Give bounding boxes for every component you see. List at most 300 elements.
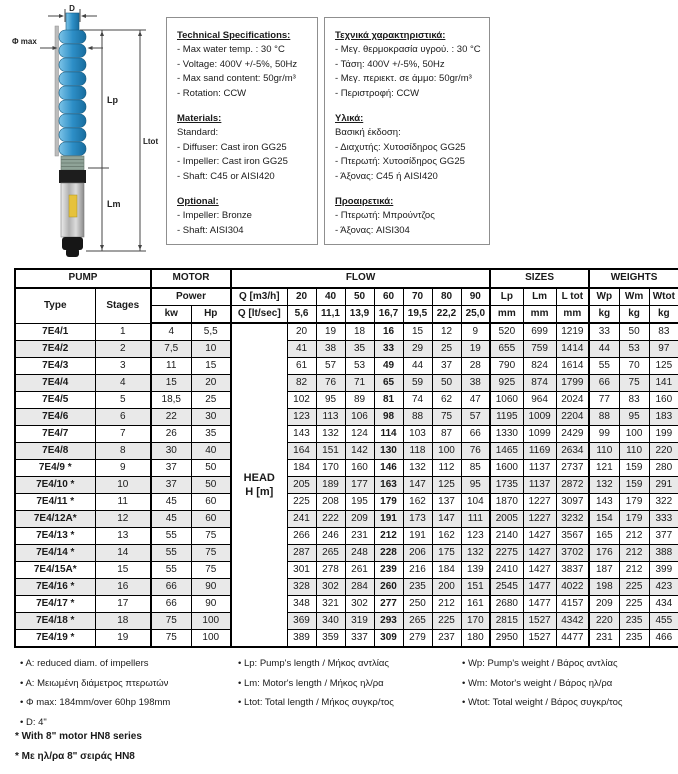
wp-cell: 55 [589, 358, 619, 375]
hp-cell: 40 [191, 443, 231, 460]
head-value-cell: 206 [403, 545, 432, 562]
legend-note: • A: reduced diam. of impellers [20, 658, 238, 669]
spec-line: - Impeller: Bronze [177, 210, 252, 221]
legend-column-lengths [238, 658, 462, 736]
spec-line: - Διαχυτής: Χυτοσίδηρος GG25 [335, 141, 466, 153]
head-value-cell: 216 [403, 562, 432, 579]
spec-line: - Max water temp. : 30 °C [177, 44, 285, 55]
flow-header: 20 [287, 288, 316, 306]
spec-line: - Shaft: AISI304 [177, 224, 244, 236]
pump-type-cell: 7E4/4 [15, 375, 95, 392]
flow-unit: 11,1 [316, 306, 345, 324]
motor-coupling [59, 170, 86, 183]
hp-cell: 90 [191, 579, 231, 596]
dimension-label-lm: Lm [107, 199, 121, 209]
wtot-cell: 388 [649, 545, 678, 562]
hp-cell: 90 [191, 596, 231, 613]
lm-cell: 824 [523, 358, 556, 375]
head-value-cell: 321 [316, 596, 345, 613]
wp-cell: 154 [589, 511, 619, 528]
table-row [15, 392, 678, 409]
head-value-cell: 160 [345, 460, 374, 477]
head-value-cell: 260 [374, 579, 403, 596]
hp-cell: 35 [191, 426, 231, 443]
stages-cell: 18 [95, 613, 151, 630]
head-value-cell: 147 [432, 511, 461, 528]
wtot-cell: 199 [649, 426, 678, 443]
head-value-cell: 237 [432, 630, 461, 648]
hp-cell: 75 [191, 528, 231, 545]
head-value-cell: 98 [374, 409, 403, 426]
head-value-cell: 81 [374, 392, 403, 409]
head-value-cell: 261 [345, 562, 374, 579]
motor-bottom-cap [62, 237, 83, 257]
hp-cell: 60 [191, 494, 231, 511]
stages-cell: 15 [95, 562, 151, 579]
legend-note: • Ltot: Total length / Μήκος συγκρ/τος [238, 697, 462, 708]
head-value-cell: 293 [374, 613, 403, 630]
spec-section-title: Υλικά: [335, 113, 364, 124]
pump-type-cell: 7E4/12A* [15, 511, 95, 528]
pump-type-cell: 7E4/2 [15, 341, 95, 358]
head-value-cell: 137 [432, 494, 461, 511]
head-value-cell: 19 [461, 341, 490, 358]
table-row [15, 477, 678, 494]
head-value-cell: 41 [287, 341, 316, 358]
flow-header: 60 [374, 288, 403, 306]
wtot-cell: 280 [649, 460, 678, 477]
table-row [15, 613, 678, 630]
hp-cell: 5,5 [191, 323, 231, 341]
section-header-pump: PUMP [15, 269, 151, 288]
legend-column-abbrev [20, 658, 238, 736]
head-value-cell: 76 [316, 375, 345, 392]
kw-cell: 37 [151, 460, 191, 477]
spec-line: - Μεγ. θερμοκρασία υγρού. : 30 °C [335, 44, 481, 55]
legend-note: • Φ max: 184mm/over 60hp 198mm [20, 697, 238, 708]
ltot-cell: 4157 [556, 596, 589, 613]
lp-cell: 2410 [490, 562, 523, 579]
table-row [15, 494, 678, 511]
unit-header-kg: kg [589, 306, 619, 324]
head-value-cell: 74 [403, 392, 432, 409]
column-header-wtot: Wtot [649, 288, 678, 306]
lp-cell: 790 [490, 358, 523, 375]
head-value-cell: 301 [287, 562, 316, 579]
pump-discharge [66, 13, 79, 31]
spec-line: - Rotation: CCW [177, 87, 247, 99]
head-value-cell: 302 [345, 596, 374, 613]
lm-cell: 874 [523, 375, 556, 392]
spec-line: Standard: [177, 127, 219, 138]
spec-section-title: Optional: [177, 196, 219, 207]
hp-cell: 60 [191, 511, 231, 528]
unit-header-mm: mm [523, 306, 556, 324]
wp-cell: 198 [589, 579, 619, 596]
wm-cell: 75 [619, 375, 649, 392]
ltot-cell: 2872 [556, 477, 589, 494]
lm-cell: 964 [523, 392, 556, 409]
head-value-cell: 241 [287, 511, 316, 528]
lm-cell: 1527 [523, 630, 556, 648]
stages-cell: 10 [95, 477, 151, 494]
head-value-cell: 35 [345, 341, 374, 358]
head-value-cell: 319 [345, 613, 374, 630]
column-header-wm: Wm [619, 288, 649, 306]
lm-cell: 1427 [523, 562, 556, 579]
column-header-wp: Wp [589, 288, 619, 306]
head-value-cell: 25 [432, 341, 461, 358]
kw-cell: 4 [151, 323, 191, 341]
section-header-flow: FLOW [231, 269, 490, 288]
head-value-cell: 191 [403, 528, 432, 545]
hp-cell: 15 [191, 358, 231, 375]
wm-cell: 212 [619, 545, 649, 562]
head-value-cell: 265 [403, 613, 432, 630]
head-value-cell: 170 [461, 613, 490, 630]
head-value-cell: 106 [345, 409, 374, 426]
head-value-cell: 28 [461, 358, 490, 375]
table-row [15, 596, 678, 613]
lp-cell: 1330 [490, 426, 523, 443]
spec-line: - Πτερωτή: Χυτοσίδηρος GG25 [335, 156, 465, 167]
head-value-cell: 164 [287, 443, 316, 460]
table-row [15, 562, 678, 579]
wp-cell: 33 [589, 323, 619, 341]
lp-cell: 2275 [490, 545, 523, 562]
stages-cell: 3 [95, 358, 151, 375]
wm-cell: 235 [619, 613, 649, 630]
spec-box-english [166, 17, 318, 245]
head-value-cell: 212 [432, 596, 461, 613]
head-value-cell: 337 [345, 630, 374, 648]
kw-cell: 22 [151, 409, 191, 426]
stages-cell: 6 [95, 409, 151, 426]
head-value-cell: 88 [403, 409, 432, 426]
lp-cell: 925 [490, 375, 523, 392]
lm-cell: 1137 [523, 477, 556, 494]
kw-cell: 26 [151, 426, 191, 443]
wp-cell: 88 [589, 409, 619, 426]
head-value-cell: 118 [403, 443, 432, 460]
head-value-cell: 309 [374, 630, 403, 648]
stages-cell: 19 [95, 630, 151, 648]
ltot-cell: 2634 [556, 443, 589, 460]
lp-cell: 1465 [490, 443, 523, 460]
spec-section-title: Materials: [177, 113, 222, 124]
lp-cell: 655 [490, 341, 523, 358]
spec-section-title: Technical Specifications: [177, 30, 291, 41]
wm-cell: 212 [619, 528, 649, 545]
lm-cell: 1427 [523, 528, 556, 545]
spec-line: - Άξονας: AISI304 [335, 224, 410, 236]
head-value-cell: 102 [287, 392, 316, 409]
head-value-cell: 111 [461, 511, 490, 528]
lp-cell: 2545 [490, 579, 523, 596]
head-value-cell: 62 [432, 392, 461, 409]
head-value-cell: 114 [374, 426, 403, 443]
legend-note: • Wm: Motor's weight / Βάρος ηλ/ρα [462, 678, 670, 689]
ltot-cell: 3097 [556, 494, 589, 511]
lm-cell: 1227 [523, 494, 556, 511]
legend-note: • Lm: Motor's length / Μήκος ηλ/ρα [238, 678, 462, 689]
ltot-cell: 3837 [556, 562, 589, 579]
head-value-cell: 228 [374, 545, 403, 562]
stages-cell: 11 [95, 494, 151, 511]
head-value-cell: 151 [316, 443, 345, 460]
pump-cable-guard [55, 26, 59, 156]
unit-header-mm: mm [490, 306, 523, 324]
section-header-sizes: SIZES [490, 269, 589, 288]
pump-type-cell: 7E4/6 [15, 409, 95, 426]
head-value-cell: 208 [316, 494, 345, 511]
stages-cell: 8 [95, 443, 151, 460]
wm-cell: 179 [619, 511, 649, 528]
hp-cell: 75 [191, 562, 231, 579]
head-value-cell: 132 [403, 460, 432, 477]
wtot-cell: 455 [649, 613, 678, 630]
head-value-cell: 250 [403, 596, 432, 613]
table-row [15, 409, 678, 426]
stages-cell: 12 [95, 511, 151, 528]
kw-cell: 66 [151, 596, 191, 613]
kw-cell: 15 [151, 375, 191, 392]
pump-impeller-stack [59, 30, 86, 156]
head-value-cell: 104 [461, 494, 490, 511]
head-value-cell: 15 [403, 323, 432, 341]
wm-cell: 70 [619, 358, 649, 375]
head-value-cell: 125 [432, 477, 461, 494]
unit-header-kg: kg [649, 306, 678, 324]
head-value-cell: 205 [287, 477, 316, 494]
head-value-cell: 132 [316, 426, 345, 443]
head-value-cell: 12 [432, 323, 461, 341]
wp-cell: 110 [589, 443, 619, 460]
kw-cell: 75 [151, 613, 191, 630]
head-value-cell: 179 [374, 494, 403, 511]
head-value-cell: 248 [345, 545, 374, 562]
ltot-cell: 1414 [556, 341, 589, 358]
head-value-cell: 89 [345, 392, 374, 409]
ltot-cell: 3232 [556, 511, 589, 528]
spec-line: - Άξονας: C45 ή AISI420 [335, 170, 438, 182]
hp-cell: 25 [191, 392, 231, 409]
head-value-cell: 143 [287, 426, 316, 443]
head-value-cell: 130 [374, 443, 403, 460]
head-value-cell: 212 [374, 528, 403, 545]
head-value-cell: 162 [432, 528, 461, 545]
spec-line: - Voltage: 400V +/-5%, 50Hz [177, 58, 298, 70]
pump-table-body [15, 323, 678, 647]
head-value-cell: 191 [374, 511, 403, 528]
head-value-cell: 151 [461, 579, 490, 596]
hp-cell: 30 [191, 409, 231, 426]
head-value-cell: 231 [345, 528, 374, 545]
head-value-cell: 225 [287, 494, 316, 511]
head-value-cell: 95 [461, 477, 490, 494]
pump-type-cell: 7E4/3 [15, 358, 95, 375]
wm-cell: 83 [619, 392, 649, 409]
ltot-cell: 3567 [556, 528, 589, 545]
wm-cell: 225 [619, 596, 649, 613]
pump-type-cell: 7E4/7 [15, 426, 95, 443]
head-value-cell: 16 [374, 323, 403, 341]
head-value-cell: 124 [345, 426, 374, 443]
head-value-cell: 209 [345, 511, 374, 528]
wtot-cell: 160 [649, 392, 678, 409]
column-header-power: Power [151, 288, 231, 306]
ltot-cell: 4022 [556, 579, 589, 596]
wp-cell: 231 [589, 630, 619, 648]
kw-cell: 75 [151, 630, 191, 648]
head-value-cell: 47 [461, 392, 490, 409]
pump-type-cell: 7E4/16 * [15, 579, 95, 596]
lm-cell: 1009 [523, 409, 556, 426]
unit-header-hp: Hp [191, 306, 231, 324]
wtot-cell: 97 [649, 341, 678, 358]
spec-line: - Περιστροφή: CCW [335, 87, 420, 99]
lm-cell: 1099 [523, 426, 556, 443]
wm-cell: 179 [619, 494, 649, 511]
kw-cell: 55 [151, 562, 191, 579]
column-header-q-m3h: Q [m3/h] [231, 288, 287, 306]
head-value-cell: 142 [345, 443, 374, 460]
head-value-cell: 340 [316, 613, 345, 630]
head-value-cell: 180 [461, 630, 490, 648]
lm-cell: 759 [523, 341, 556, 358]
dimension-label-ltot: Ltot [143, 137, 159, 146]
flow-unit: 22,2 [432, 306, 461, 324]
ltot-cell: 4477 [556, 630, 589, 648]
head-value-cell: 29 [403, 341, 432, 358]
table-header-row [15, 288, 678, 306]
pump-type-cell: 7E4/9 * [15, 460, 95, 477]
wp-cell: 165 [589, 528, 619, 545]
head-value-cell: 100 [432, 443, 461, 460]
head-value-cell: 175 [432, 545, 461, 562]
pump-strainer [61, 156, 84, 170]
head-value-cell: 284 [345, 579, 374, 596]
ltot-cell: 3702 [556, 545, 589, 562]
head-value-cell: 57 [316, 358, 345, 375]
ltot-cell: 4342 [556, 613, 589, 630]
table-row [15, 358, 678, 375]
lp-cell: 2950 [490, 630, 523, 648]
pump-type-cell: 7E4/14 * [15, 545, 95, 562]
kw-cell: 45 [151, 511, 191, 528]
wtot-cell: 291 [649, 477, 678, 494]
wm-cell: 212 [619, 562, 649, 579]
legend-notes [20, 658, 670, 736]
wtot-cell: 423 [649, 579, 678, 596]
wp-cell: 176 [589, 545, 619, 562]
head-value-cell: 369 [287, 613, 316, 630]
head-value-cell: 266 [287, 528, 316, 545]
wm-cell: 225 [619, 579, 649, 596]
head-value-cell: 162 [403, 494, 432, 511]
stages-cell: 7 [95, 426, 151, 443]
wm-cell: 159 [619, 460, 649, 477]
table-row [15, 545, 678, 562]
flow-unit: 16,7 [374, 306, 403, 324]
lm-cell: 1427 [523, 545, 556, 562]
flow-header: 80 [432, 288, 461, 306]
column-header-lp: Lp [490, 288, 523, 306]
pump-type-cell: 7E4/19 * [15, 630, 95, 648]
head-value-cell: 123 [287, 409, 316, 426]
head-value-cell: 184 [432, 562, 461, 579]
pump-type-cell: 7E4/13 * [15, 528, 95, 545]
spec-line: - Shaft: C45 or AISI420 [177, 170, 275, 182]
head-value-cell: 163 [374, 477, 403, 494]
pump-type-cell: 7E4/1 [15, 323, 95, 341]
head-value-cell: 20 [287, 323, 316, 341]
unit-header-kw: kw [151, 306, 191, 324]
head-value-cell: 189 [316, 477, 345, 494]
head-value-cell: 200 [432, 579, 461, 596]
wtot-cell: 125 [649, 358, 678, 375]
unit-header-kg: kg [619, 306, 649, 324]
flow-unit: 25,0 [461, 306, 490, 324]
legend-note: • Wtot: Total weight / Βάρος συγκρ/τος [462, 697, 670, 708]
kw-cell: 55 [151, 545, 191, 562]
wtot-cell: 183 [649, 409, 678, 426]
head-value-cell: 278 [316, 562, 345, 579]
kw-cell: 11 [151, 358, 191, 375]
legend-column-weights [462, 658, 670, 736]
wtot-cell: 377 [649, 528, 678, 545]
column-header-type: Type [15, 288, 95, 323]
spec-line: - Πτερωτή: Μπρούντζος [335, 210, 435, 221]
head-value-cell: 37 [432, 358, 461, 375]
wtot-cell: 83 [649, 323, 678, 341]
pump-type-cell: 7E4/11 * [15, 494, 95, 511]
table-section-row [15, 269, 678, 288]
kw-cell: 18,5 [151, 392, 191, 409]
lm-cell: 1477 [523, 579, 556, 596]
table-row [15, 579, 678, 596]
pump-type-cell: 7E4/15A* [15, 562, 95, 579]
wm-cell: 100 [619, 426, 649, 443]
pump-table-wrap [14, 268, 678, 648]
head-merged-cell: HEAD H [m] [231, 323, 287, 647]
head-value-cell: 65 [374, 375, 403, 392]
legend-note: • Wp: Pump's weight / Βάρος αντλίας [462, 658, 670, 669]
column-header-ltot: L tot [556, 288, 589, 306]
head-value-cell: 59 [403, 375, 432, 392]
head-value-cell: 246 [316, 528, 345, 545]
pump-diagram [10, 4, 160, 264]
head-value-cell: 123 [461, 528, 490, 545]
dimension-label-d: D [69, 4, 75, 13]
head-value-cell: 38 [461, 375, 490, 392]
wtot-cell: 220 [649, 443, 678, 460]
ltot-cell: 2429 [556, 426, 589, 443]
head-value-cell: 222 [316, 511, 345, 528]
head-value-cell: 302 [316, 579, 345, 596]
table-row [15, 375, 678, 392]
wm-cell: 50 [619, 323, 649, 341]
head-value-cell: 49 [374, 358, 403, 375]
kw-cell: 45 [151, 494, 191, 511]
ltot-cell: 1614 [556, 358, 589, 375]
hp-cell: 75 [191, 545, 231, 562]
legend-note: • A: Μειωμένη διάμετρος πτερωτών [20, 678, 238, 689]
wtot-cell: 141 [649, 375, 678, 392]
kw-cell: 30 [151, 443, 191, 460]
head-value-cell: 57 [461, 409, 490, 426]
wm-cell: 159 [619, 477, 649, 494]
